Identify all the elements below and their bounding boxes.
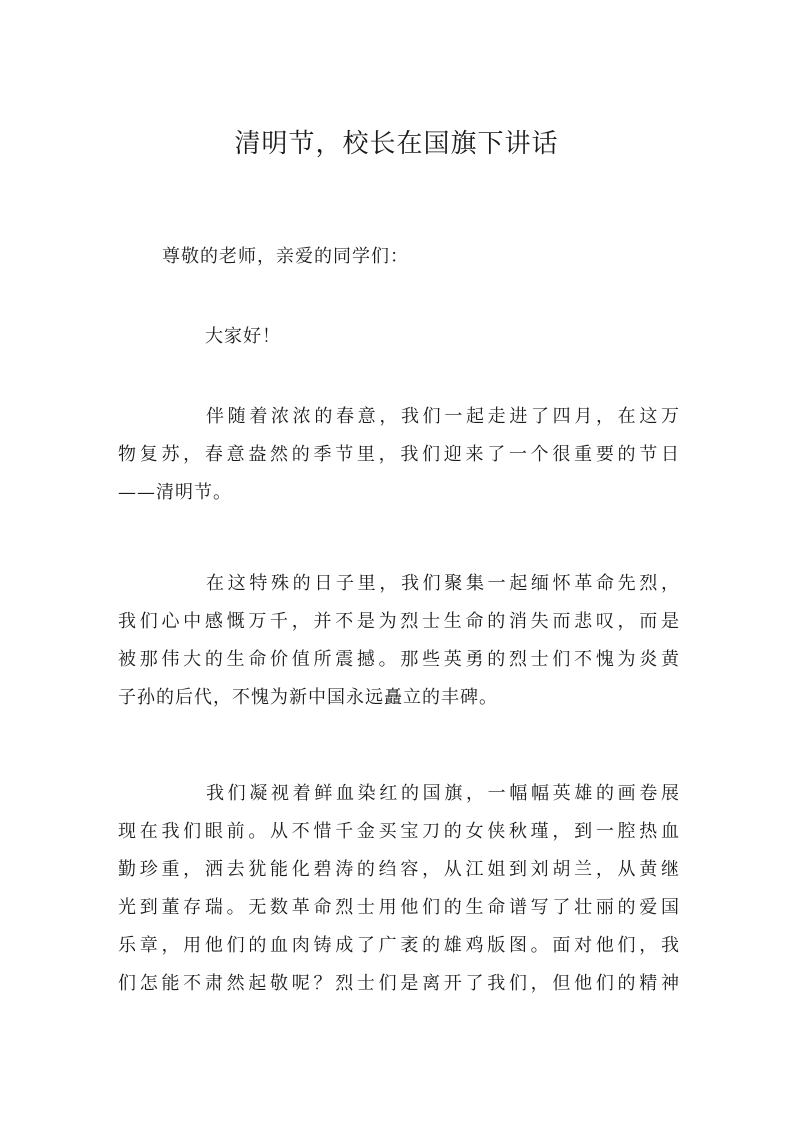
greeting-line: 尊敬的老师，亲爱的同学们： xyxy=(162,246,409,267)
paragraph-line: 光到董存瑞。无数革命烈士用他们的生命谱写了壮丽的爱国 xyxy=(118,897,680,918)
document-title: 清明节，校长在国旗下讲话 xyxy=(234,129,559,159)
paragraph-line: 乐章，用他们的血肉铸成了广袤的雄鸡版图。面对他们，我 xyxy=(118,935,680,956)
paragraph-1 xyxy=(118,398,680,512)
paragraph-line: 子孙的后代，不愧为新中国永远矗立的丰碑。 xyxy=(118,687,498,708)
hello-line: 大家好！ xyxy=(205,326,281,347)
paragraph-line: 伴随着浓浓的春意，我们一起走进了四月，在这万 xyxy=(206,406,680,427)
paragraph-line: 勤珍重，洒去犹能化碧涛的绉容，从江姐到刘胡兰，从黄继 xyxy=(118,859,680,880)
paragraph-line: 现在我们眼前。从不惜千金买宝刀的女侠秋瑾，到一腔热血 xyxy=(118,821,680,842)
paragraph-line: 在这特殊的日子里，我们聚集一起缅怀革命先烈， xyxy=(206,573,680,594)
paragraph-line: 们怎能不肃然起敬呢？烈士们是离开了我们，但他们的精神 xyxy=(118,973,680,994)
paragraph-line: 被那伟大的生命价值所震撼。那些英勇的烈士们不愧为炎黄 xyxy=(118,649,680,670)
paragraph-line: 我们心中感慨万千，并不是为烈士生命的消失而悲叹，而是 xyxy=(118,611,680,632)
paragraph-2 xyxy=(118,565,680,717)
paragraph-line: ——清明节。 xyxy=(118,482,232,503)
paragraph-line: 我们凝视着鲜血染红的国旗，一幅幅英雄的画卷展 xyxy=(206,783,680,804)
paragraph-3 xyxy=(118,775,680,1003)
paragraph-line: 物复苏，春意盎然的季节里，我们迎来了一个很重要的节日 xyxy=(118,444,680,465)
